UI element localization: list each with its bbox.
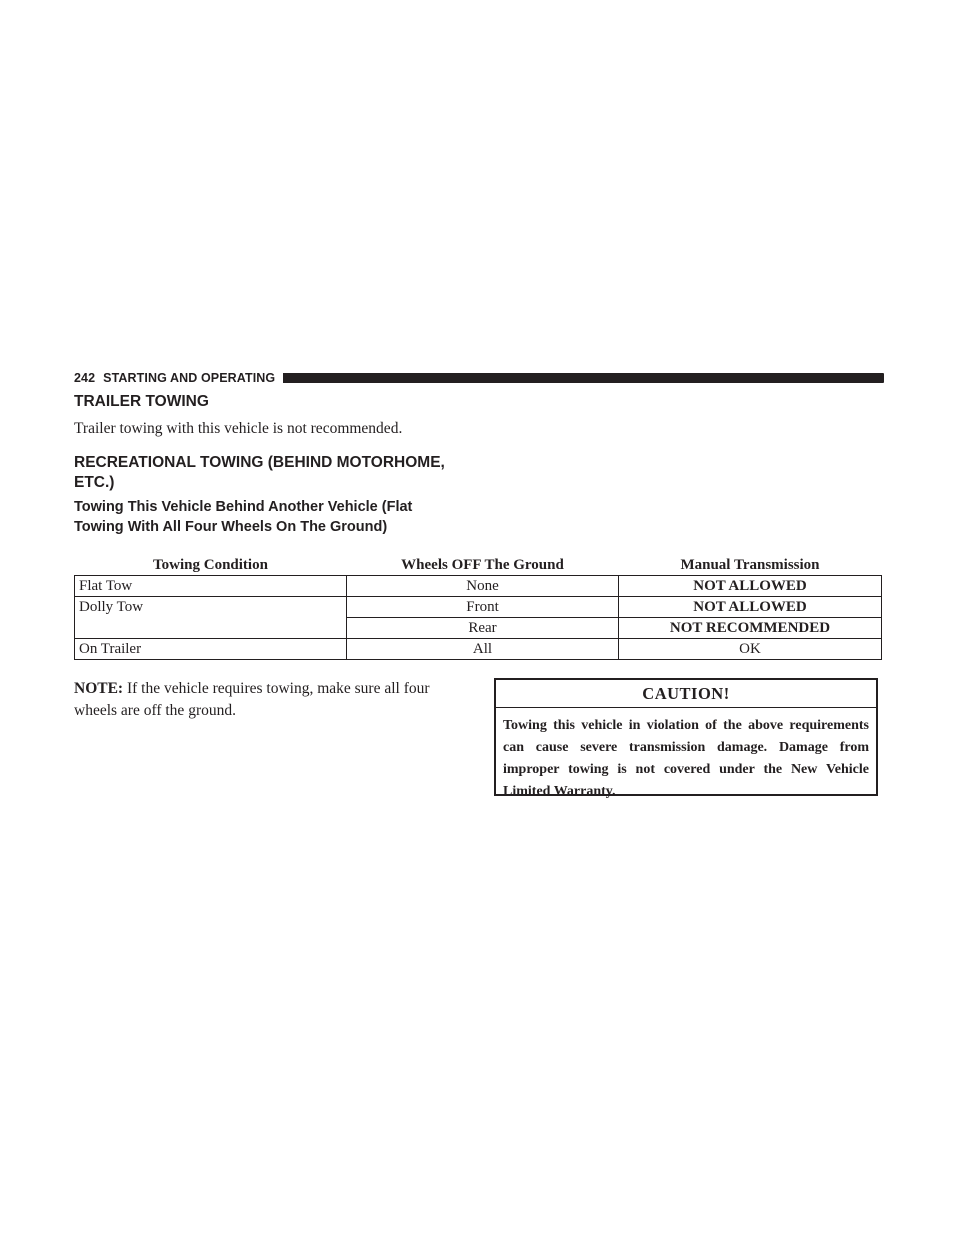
table-header-row [75, 555, 882, 576]
cell-transmission: NOT ALLOWED [619, 597, 882, 618]
page-number: 242 [74, 371, 96, 385]
table-row [75, 597, 882, 618]
trailer-towing-text: Trailer towing with this vehicle is not recommended. [74, 420, 403, 437]
cell-condition: Flat Tow [75, 576, 347, 597]
table-row [75, 639, 882, 660]
note-label: NOTE: [74, 680, 124, 697]
flat-towing-heading-line2: Towing With All Four Wheels On The Ground) [74, 519, 388, 535]
cell-wheels: All [347, 639, 619, 660]
recreational-towing-heading-line2: ETC.) [74, 474, 115, 491]
caution-box [494, 678, 878, 799]
cell-wheels: Front [347, 597, 619, 618]
cell-transmission: OK [619, 639, 882, 660]
cell-transmission: NOT RECOMMENDED [619, 618, 882, 639]
trailer-towing-heading: TRAILER TOWING [74, 393, 209, 410]
cell-transmission: NOT ALLOWED [619, 576, 882, 597]
cell-condition: Dolly Tow [75, 597, 347, 639]
header-rule [283, 373, 884, 383]
recreational-towing-heading [74, 453, 445, 493]
cell-wheels: Rear [347, 618, 619, 639]
table-row [75, 576, 882, 597]
caution-title: CAUTION! [496, 680, 876, 708]
cell-condition: On Trailer [75, 639, 347, 660]
cell-wheels: None [347, 576, 619, 597]
flat-towing-heading-line1: Towing This Vehicle Behind Another Vehicle (Flat [74, 499, 413, 515]
note [74, 678, 474, 722]
towing-table [74, 555, 882, 660]
recreational-towing-heading-line1: RECREATIONAL TOWING (BEHIND MOTORHOME, [74, 454, 445, 471]
section-title: STARTING AND OPERATING [103, 371, 276, 385]
col-header-manual-transmission: Manual Transmission [619, 555, 882, 576]
flat-towing-heading [74, 497, 412, 537]
col-header-towing-condition: Towing Condition [75, 555, 347, 576]
caution-text: Towing this vehicle in violation of the above requirements can cause severe transmission damage. Damage from improper towing is not covered under the New Vehicle Limited Warranty. [503, 718, 869, 799]
col-header-wheels-off: Wheels OFF The Ground [347, 555, 619, 576]
note-text: If the vehicle requires towing, make sure all four wheels are off the ground. [74, 680, 430, 719]
page-header [74, 370, 884, 386]
